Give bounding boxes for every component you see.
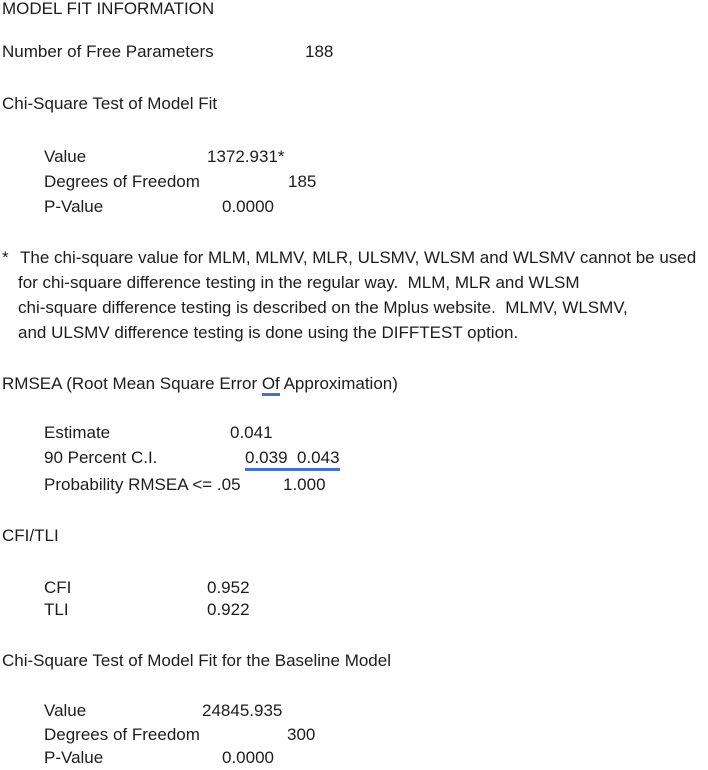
stat-label: Value — [44, 147, 87, 166]
chi-square-value-row — [0, 146, 708, 167]
rmsea-heading-suffix: Approximation) — [279, 374, 398, 393]
page-title: MODEL FIT INFORMATION — [2, 0, 215, 18]
cfi-tli-heading: CFI/TLI — [2, 526, 59, 545]
free-parameters-label: Number of Free Parameters — [2, 42, 214, 61]
chi-square-df-row — [0, 171, 708, 192]
tli-row — [0, 599, 708, 620]
footnote-line-4 — [0, 322, 708, 343]
stat-label: Degrees of Freedom — [44, 172, 200, 191]
baseline-heading-row — [0, 650, 708, 671]
footnote-line-2 — [0, 272, 708, 293]
stat-value: 1372.931* — [207, 147, 285, 166]
stat-label: 90 Percent C.I. — [44, 448, 158, 467]
chi-square-pvalue-row — [0, 196, 708, 217]
stat-label: Value — [44, 701, 87, 720]
stat-value: 0.952 — [207, 578, 250, 597]
rmsea-estimate-row — [0, 422, 708, 443]
stat-value: 24845.935 — [202, 701, 283, 720]
chi-square-test-heading-row — [0, 93, 708, 114]
chi-square-test-heading: Chi-Square Test of Model Fit — [2, 94, 218, 113]
footnote-marker: * — [2, 248, 9, 267]
baseline-heading: Chi-Square Test of Model Fit for the Baseline Model — [2, 651, 391, 670]
rmsea-probability-row — [0, 474, 708, 495]
stat-value: 185 — [288, 172, 317, 191]
baseline-df-row — [0, 724, 708, 745]
stat-value: 0.922 — [207, 600, 250, 619]
stat-label: P-Value — [44, 748, 104, 767]
rmsea-ci-row — [0, 447, 708, 468]
stat-label: CFI — [44, 578, 72, 597]
baseline-pvalue-row — [0, 747, 708, 768]
section-model-fit-information — [0, 0, 708, 19]
stat-value: 0.041 — [230, 423, 273, 442]
stat-label: Estimate — [44, 423, 111, 442]
footnote-text: chi-square difference testing is described on the Mplus website. MLMV, WLSMV, — [18, 298, 628, 317]
stat-value: 0.039 0.043 — [245, 448, 340, 467]
stat-label: TLI — [44, 600, 69, 619]
stat-value: 300 — [287, 725, 316, 744]
footnote-line-3 — [0, 297, 708, 318]
stat-value: 0.0000 — [222, 197, 274, 216]
footnote-text: for chi-square difference testing in the regular way. MLM, MLR and WLSM — [18, 273, 580, 292]
cfi-row — [0, 577, 708, 598]
cfi-tli-heading-row — [0, 525, 708, 546]
stat-label: P-Value — [44, 197, 104, 216]
free-parameters-value: 188 — [305, 42, 334, 61]
baseline-value-row — [0, 700, 708, 721]
rmsea-heading — [2, 373, 398, 394]
rmsea-heading-underlined-word: Of — [261, 374, 280, 393]
stat-value: 0.0000 — [222, 748, 274, 767]
stat-value: 1.000 — [283, 475, 326, 494]
rmsea-heading-prefix: RMSEA (Root Mean Square Error — [2, 374, 262, 393]
free-parameters-row — [0, 41, 708, 62]
stat-label: Probability RMSEA <= .05 — [44, 475, 241, 494]
footnote-text: and ULSMV difference testing is done using the DIFFTEST option. — [18, 323, 519, 342]
rmsea-heading-row — [0, 373, 708, 394]
footnote-line-1 — [0, 247, 708, 268]
footnote-text: The chi-square value for MLM, MLMV, MLR, ULSMV, WLSM and WLSMV cannot be used — [20, 248, 697, 267]
stat-label: Degrees of Freedom — [44, 725, 200, 744]
